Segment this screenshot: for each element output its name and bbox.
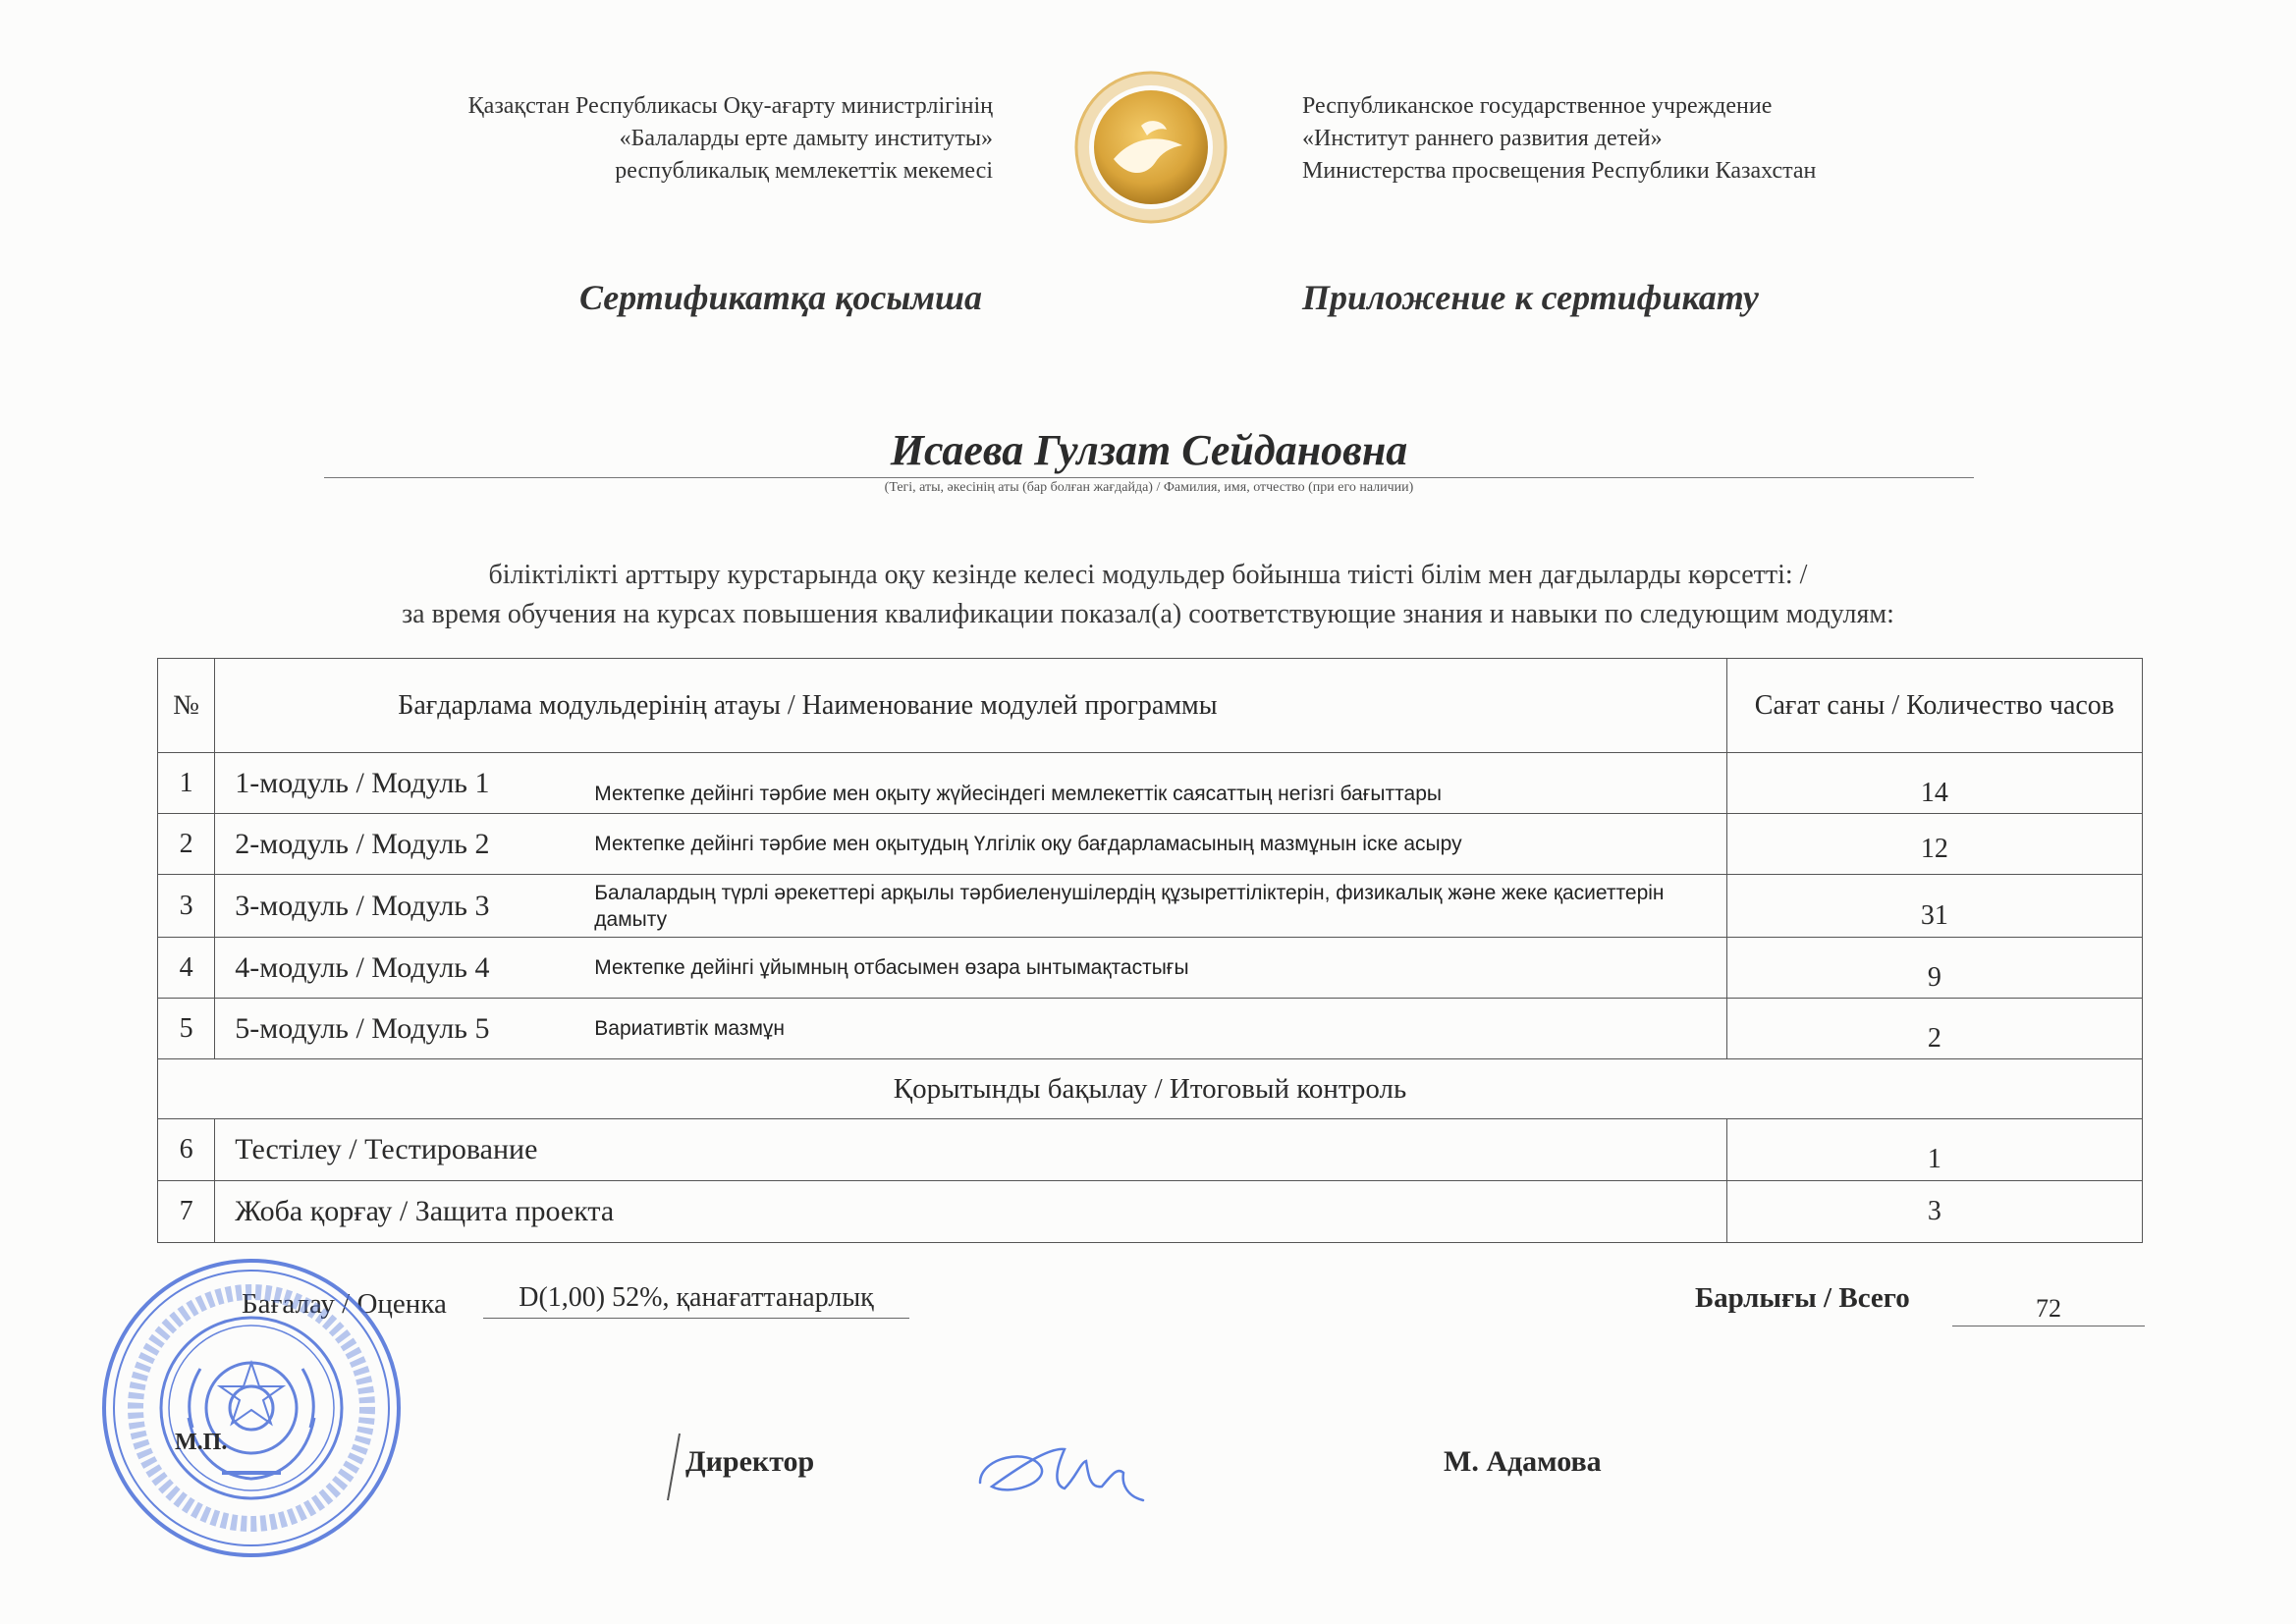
header-no: № xyxy=(158,659,215,753)
row-no: 4 xyxy=(158,938,215,999)
row-no: 1 xyxy=(158,753,215,814)
module-desc: Вариативтік мазмұн xyxy=(594,1017,785,1040)
table-header-row xyxy=(158,659,2143,753)
module-label: 3-модуль / Модуль 3 xyxy=(235,889,490,922)
module-label: 1-модуль / Модуль 1 xyxy=(235,766,490,799)
recipient-note: (Тегі, аты, әкесінің аты (бар болған жағдайда) / Фамилия, имя, отчество (при его наличии) xyxy=(884,480,1414,495)
row-hours xyxy=(1726,753,2142,814)
table-row xyxy=(158,814,2143,875)
header-right-line-3: Министерства просвещения Республики Казахстан xyxy=(1302,158,1817,184)
header-right xyxy=(1302,90,1816,188)
header-left-line-2: «Балаларды ерте дамыту институты» xyxy=(619,126,993,151)
row-module xyxy=(215,1119,1727,1181)
grade-label: Бағалау / Оценка xyxy=(242,1288,447,1320)
grade-value: D(1,00) 52%, қанағаттанарлық xyxy=(483,1282,909,1319)
module-label: 4-модуль / Модуль 4 xyxy=(235,950,490,984)
subtitle-ru: Приложение к сертификату xyxy=(1302,278,1759,317)
module-desc: Балалардың түрлі әрекеттері арқылы тәрбиеленушілердің құзыреттіліктерін, физикалық және жеке қасиеттерін дамыту xyxy=(594,881,1665,931)
row-no: 6 xyxy=(158,1119,215,1181)
hours-value: 2 xyxy=(1927,1022,1941,1054)
module-desc: Мектепке дейінгі ұйымның отбасымен өзара ынтымақтастығы xyxy=(594,956,1189,979)
final-section-title: Қорытынды бақылау / Итоговый контроль xyxy=(158,1059,2143,1119)
header-left-line-3: республикалық мемлекеттік мекемесі xyxy=(615,158,993,184)
intro-ru: за время обучения на курсах повышения квалификации показал(а) соответствующие знания и навыки по следующим модулям: xyxy=(402,599,1894,629)
signature-icon xyxy=(970,1428,1157,1516)
table-row xyxy=(158,1181,2143,1243)
official-stamp-icon xyxy=(94,1251,409,1565)
row-module xyxy=(215,938,1727,999)
row-no: 3 xyxy=(158,875,215,938)
header-right-line-2: «Институт раннего развития детей» xyxy=(1302,126,1663,151)
header-left-line-1: Қазақстан Республикасы Оқу-ағарту министрлігінің xyxy=(467,93,993,119)
total-label: Барлығы / Всего xyxy=(1695,1282,1910,1314)
row-no: 7 xyxy=(158,1181,215,1243)
hours-value: 3 xyxy=(1927,1196,1941,1226)
table-row xyxy=(158,938,2143,999)
row-module xyxy=(215,1181,1727,1243)
row-hours xyxy=(1726,999,2142,1059)
hours-value: 1 xyxy=(1927,1144,1941,1174)
hours-value: 9 xyxy=(1927,961,1941,993)
pen-stroke-icon xyxy=(664,1430,683,1504)
final-section-row xyxy=(158,1059,2143,1119)
module-label: 5-модуль / Модуль 5 xyxy=(235,1011,490,1045)
module-label: 2-модуль / Модуль 2 xyxy=(235,827,490,860)
table-row xyxy=(158,999,2143,1059)
module-desc: Мектепке дейінгі тәрбие мен оқыту жүйесіндегі мемлекеттік саясаттың негізгі бағыттары xyxy=(594,783,1442,805)
institute-logo-icon xyxy=(1072,69,1230,226)
mp-label: М.П. xyxy=(175,1430,228,1455)
final-label: Тестілеу / Тестирование xyxy=(235,1133,538,1165)
recipient-block xyxy=(324,424,1974,496)
header-hours: Сағат саны / Количество часов xyxy=(1726,659,2142,753)
final-label: Жоба қорғау / Защита проекта xyxy=(235,1195,615,1227)
row-hours xyxy=(1726,1181,2142,1243)
table-row xyxy=(158,875,2143,938)
intro-kz: біліктілікті арттыру курстарында оқу кезінде келесі модульдер бойынша тиісті білім мен дағдыларды көрсетті: / xyxy=(488,560,1808,590)
header-module: Бағдарлама модульдерінің атауы / Наименование модулей программы xyxy=(215,659,1727,753)
header-right-line-1: Республиканское государственное учреждение xyxy=(1302,93,1773,119)
table-row xyxy=(158,1119,2143,1181)
header-left xyxy=(468,90,993,188)
signer-name: М. Адамова xyxy=(1444,1445,1602,1478)
row-module xyxy=(215,753,1727,814)
recipient-underline xyxy=(324,477,1974,478)
subtitle-kz: Сертификатқа қосымша xyxy=(578,278,982,317)
module-desc: Мектепке дейінгі тәрбие мен оқытудың Үлгілік оқу бағдарламасының мазмұнын іске асыру xyxy=(594,833,1462,855)
modules-table xyxy=(157,658,2143,1243)
row-hours xyxy=(1726,938,2142,999)
row-module xyxy=(215,814,1727,875)
table-row xyxy=(158,753,2143,814)
total-value: 72 xyxy=(1952,1294,2145,1326)
row-module xyxy=(215,875,1727,938)
director-title: Директор xyxy=(685,1445,815,1478)
hours-value: 31 xyxy=(1920,899,1948,931)
row-no: 5 xyxy=(158,999,215,1059)
row-module xyxy=(215,999,1727,1059)
hours-value: 14 xyxy=(1920,777,1948,808)
row-hours xyxy=(1726,1119,2142,1181)
recipient-name: Исаева Гулзат Сейдановна xyxy=(890,426,1408,474)
row-hours xyxy=(1726,814,2142,875)
hours-value: 12 xyxy=(1920,833,1948,864)
row-no: 2 xyxy=(158,814,215,875)
row-hours xyxy=(1726,875,2142,938)
